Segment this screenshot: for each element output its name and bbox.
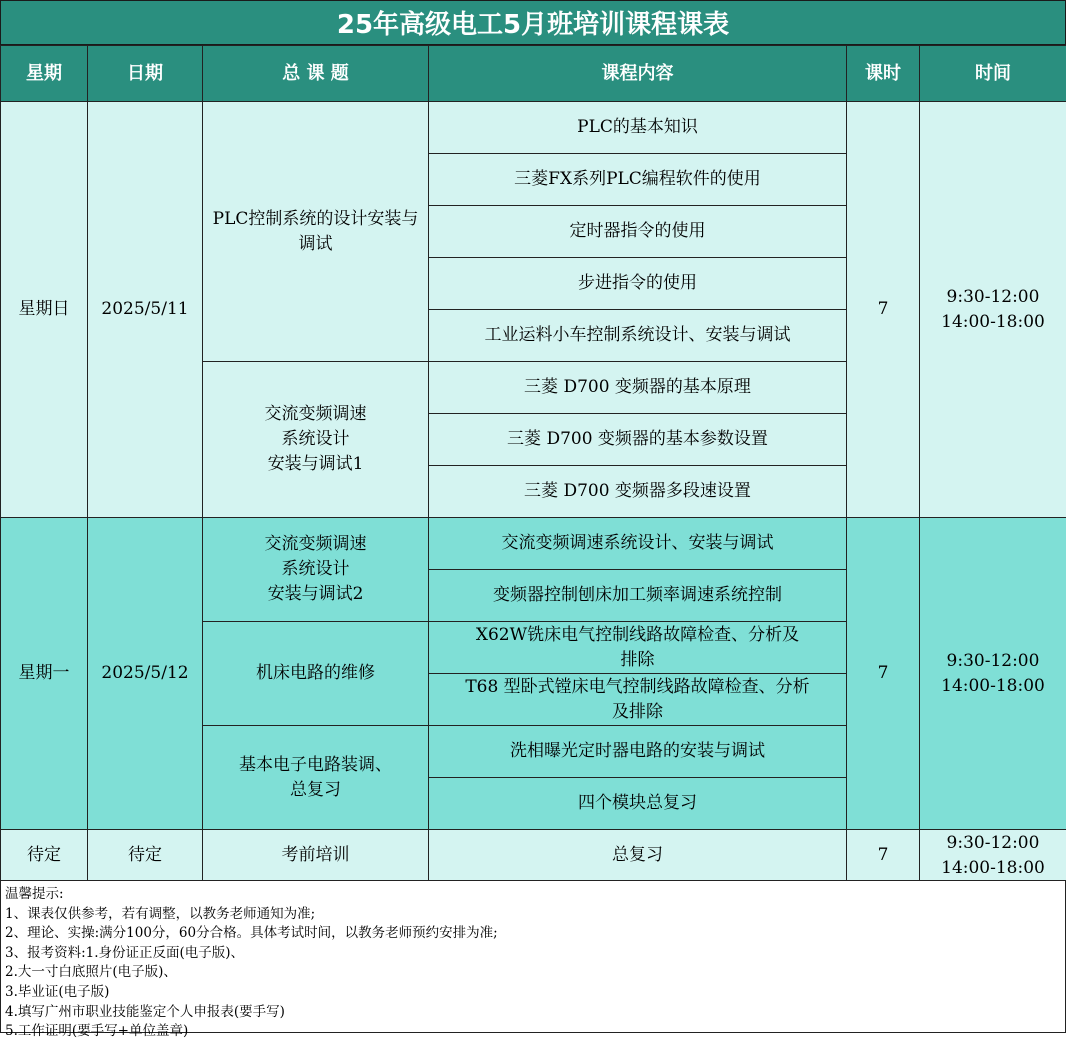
header-topic: 总 课 题 [203,46,429,102]
time-afternoon: 14:00-18:00 [926,674,1060,699]
content-cell: 步进指令的使用 [429,258,847,310]
time-cell [920,102,1066,518]
topic-cell [203,102,429,362]
header-time: 时间 [920,46,1066,102]
note-line: 2.大一寸白底照片(电子版)、 [5,963,1061,983]
header-content: 课程内容 [429,46,847,102]
content-cell: 总复习 [429,830,847,882]
content-cell: 四个模块总复习 [429,778,847,830]
date-cell: 2025/5/12 [88,518,203,830]
content-cell: 交流变频调速系统设计、安装与调试 [429,518,847,570]
topic-cell: 基本电子电路装调、总复习 [203,726,429,830]
hours-cell: 7 [847,102,920,518]
content-cell: 三菱FX系列PLC编程软件的使用 [429,154,847,206]
note-line: 1、课表仅供参考，若有调整，以教务老师通知为准; [5,905,1061,925]
topic-cell: 机床电路的维修 [203,622,429,726]
topic-title: 交流变频调速 系统设计 安装与调试2 [265,534,367,604]
day-cell: 星期日 [1,102,88,518]
topic-cell [203,518,429,622]
time-morning: 9:30-12:00 [926,285,1060,310]
content-cell: 定时器指令的使用 [429,206,847,258]
note-line: 3、报考资料:1.身份证正反面(电子版)、 [5,944,1061,964]
note-line: 5.工作证明(要手写+单位盖章) [5,1022,1061,1042]
hours-cell: 7 [847,830,920,882]
time-afternoon: 14:00-18:00 [926,856,1060,881]
day-cell: 星期一 [1,518,88,830]
content-cell: T68 型卧式镗床电气控制线路故障检查、分析及排除 [429,674,847,726]
content-cell: 三菱 D700 变频器的基本原理 [429,362,847,414]
notes-heading: 温馨提示: [5,885,1061,905]
topic-cell: 考前培训 [203,830,429,882]
content-cell: 三菱 D700 变频器的基本参数设置 [429,414,847,466]
note-line: 4.填写广州市职业技能鉴定个人申报表(要手写) [5,1003,1061,1023]
day-cell: 待定 [1,830,88,882]
topic-title: PLC控制系统的设计安装与调试 [213,209,419,254]
schedule-table [0,45,1066,882]
content-cell: 变频器控制刨床加工频率调速系统控制 [429,570,847,622]
table-row [1,102,1066,154]
table-row [1,518,1066,570]
schedule-title: 25年高级电工5月班培训课程课表 [0,0,1066,45]
time-morning: 9:30-12:00 [926,831,1060,856]
time-cell [920,518,1066,830]
topic-title: 交流变频调速 系统设计 安装与调试1 [265,404,367,474]
date-cell: 待定 [88,830,203,882]
content-cell: PLC的基本知识 [429,102,847,154]
date-cell: 2025/5/11 [88,102,203,518]
time-afternoon: 14:00-18:00 [926,310,1060,335]
content-cell: 三菱 D700 变频器多段速设置 [429,466,847,518]
table-row [1,830,1066,882]
time-cell [920,830,1066,882]
header-hours: 课时 [847,46,920,102]
content-cell: 工业运料小车控制系统设计、安装与调试 [429,310,847,362]
time-morning: 9:30-12:00 [926,649,1060,674]
topic-cell [203,362,429,518]
note-line: 3.毕业证(电子版) [5,983,1061,1003]
header-row [1,46,1066,102]
header-day: 星期 [1,46,88,102]
notes-panel [0,880,1066,1033]
content-cell: 洗相曝光定时器电路的安装与调试 [429,726,847,778]
header-date: 日期 [88,46,203,102]
content-cell: X62W铣床电气控制线路故障检查、分析及排除 [429,622,847,674]
note-line: 2、理论、实操:满分100分，60分合格。具体考试时间，以教务老师预约安排为准; [5,924,1061,944]
hours-cell: 7 [847,518,920,830]
